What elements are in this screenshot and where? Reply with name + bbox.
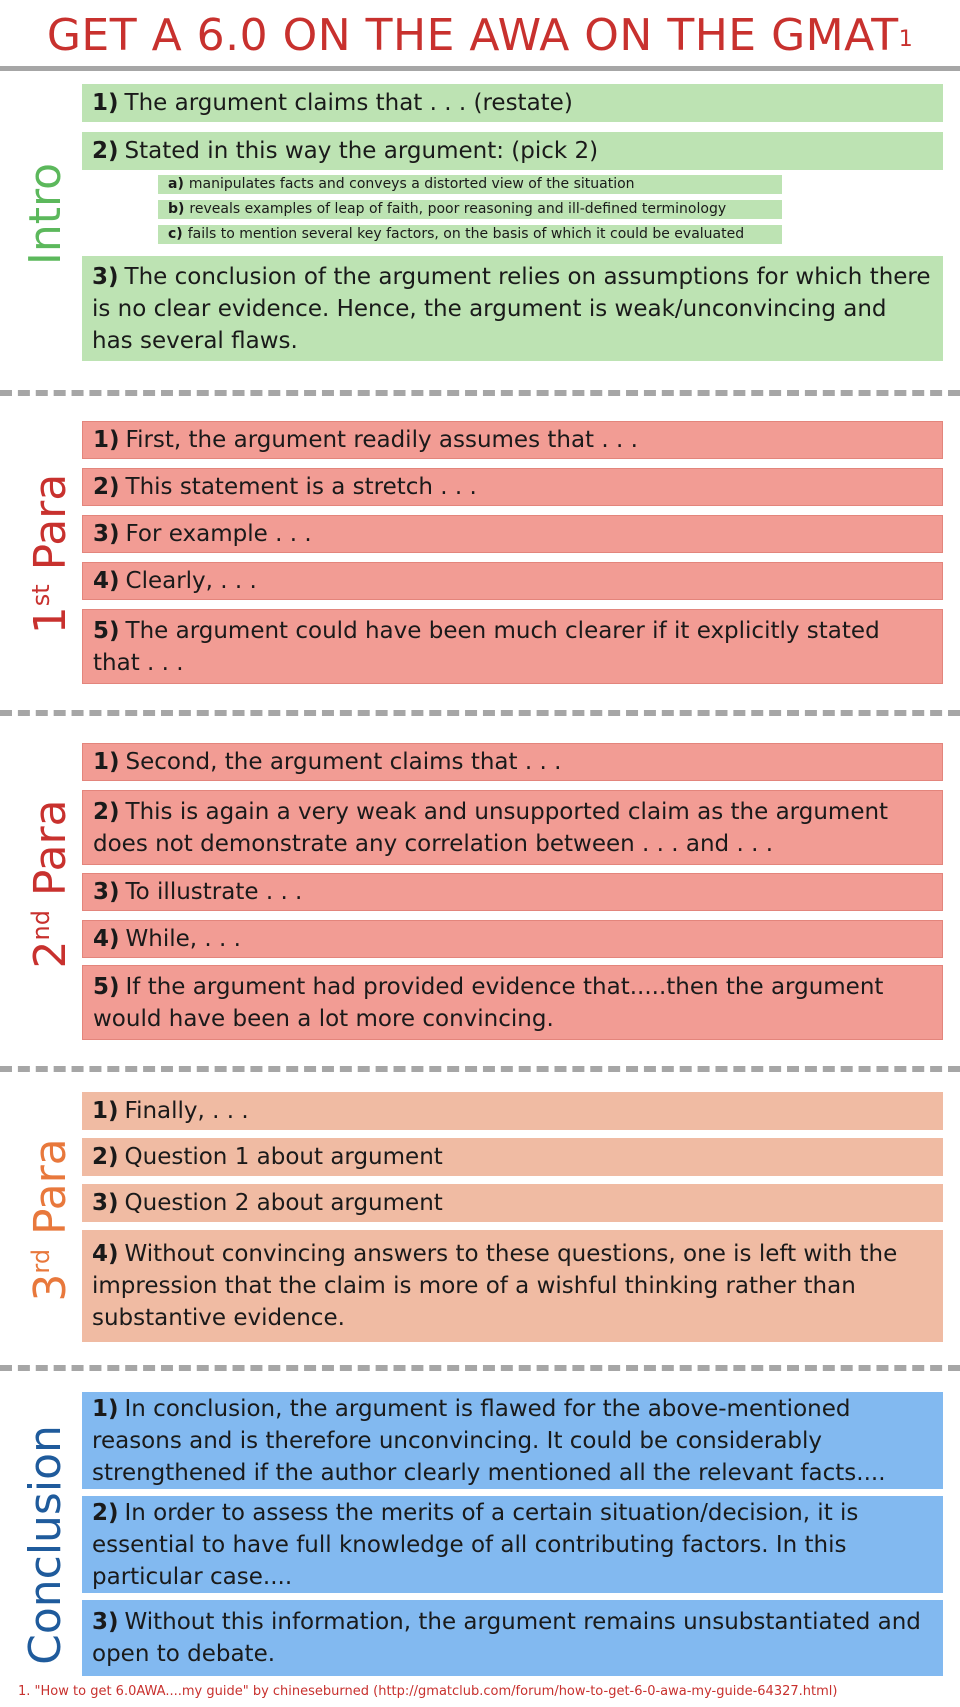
para1-item-5: 5) The argument could have been much clearer if it explicitly stated that . . . xyxy=(82,609,943,684)
intro-item-1: 1) The argument claims that . . . (restate) xyxy=(82,84,943,122)
para1-item-1: 1) First, the argument readily assumes that . . . xyxy=(82,421,943,459)
para3-item-2: 2) Question 1 about argument xyxy=(82,1138,943,1176)
para1-label: 1st Para xyxy=(24,473,76,635)
para1-item-2: 2) This statement is a stretch . . . xyxy=(82,468,943,506)
intro-item-2: 2) Stated in this way the argument: (pick 2) xyxy=(82,132,943,170)
para2-item-1: 1) Second, the argument claims that . . . xyxy=(82,743,943,781)
para3-item-4: 4) Without convincing answers to these questions, one is left with the impression that the claim is more of a wishful thinking rather than substantive evidence. xyxy=(82,1230,943,1342)
conclusion-item-1: 1) In conclusion, the argument is flawed for the above-mentioned reasons and is therefore unconvincing. It could be considerably strengthened if the author clearly mentioned all the relevant facts.... xyxy=(82,1392,943,1489)
section-divider xyxy=(0,1365,960,1371)
intro-subitem-b: b) reveals examples of leap of faith, poor reasoning and ill-defined terminology xyxy=(158,200,782,219)
title-footnote-marker: 1 xyxy=(898,27,914,52)
para2-item-2: 2) This is again a very weak and unsupported claim as the argument does not demonstrate any correlation between . . . and . . . xyxy=(82,790,943,865)
section-divider xyxy=(0,1066,960,1072)
section-divider xyxy=(0,390,960,396)
para2-item-5: 5) If the argument had provided evidence that.....then the argument would have been a lot more convincing. xyxy=(82,965,943,1040)
para3-item-3: 3) Question 2 about argument xyxy=(82,1184,943,1222)
intro-item-3: 3) The conclusion of the argument relies on assumptions for which there is no clear evidence. Hence, the argument is weak/unconvincing and has several flaws. xyxy=(82,256,943,361)
conclusion-label: Conclusion xyxy=(20,1425,71,1665)
intro-subitem-c: c) fails to mention several key factors, on the basis of which it could be evaluated xyxy=(158,225,782,244)
para3-label: 3rd Para xyxy=(24,1138,76,1302)
para3-item-1: 1) Finally, . . . xyxy=(82,1092,943,1130)
para1-item-4: 4) Clearly, . . . xyxy=(82,562,943,600)
para2-item-3: 3) To illustrate . . . xyxy=(82,873,943,911)
para2-item-4: 4) While, . . . xyxy=(82,920,943,958)
para1-item-3: 3) For example . . . xyxy=(82,515,943,553)
section-divider xyxy=(0,710,960,716)
page-title: GET A 6.0 ON THE AWA ON THE GMAT$^1$ xyxy=(46,10,914,61)
title-divider xyxy=(0,66,960,71)
intro-subitem-a: a) manipulates facts and conveys a distorted view of the situation xyxy=(158,175,782,194)
source-footnote: 1. "How to get 6.0AWA....my guide" by chineseburned (http://gmatclub.com/forum/how-to-get-6-0-awa-my-guide-64327.html) xyxy=(18,1684,838,1699)
intro-label: Intro xyxy=(20,162,71,266)
conclusion-item-3: 3) Without this information, the argument remains unsubstantiated and open to debate. xyxy=(82,1600,943,1676)
conclusion-item-2: 2) In order to assess the merits of a certain situation/decision, it is essential to have full knowledge of all contributing factors. In this particular case.... xyxy=(82,1496,943,1593)
para2-label: 2nd Para xyxy=(24,799,76,969)
